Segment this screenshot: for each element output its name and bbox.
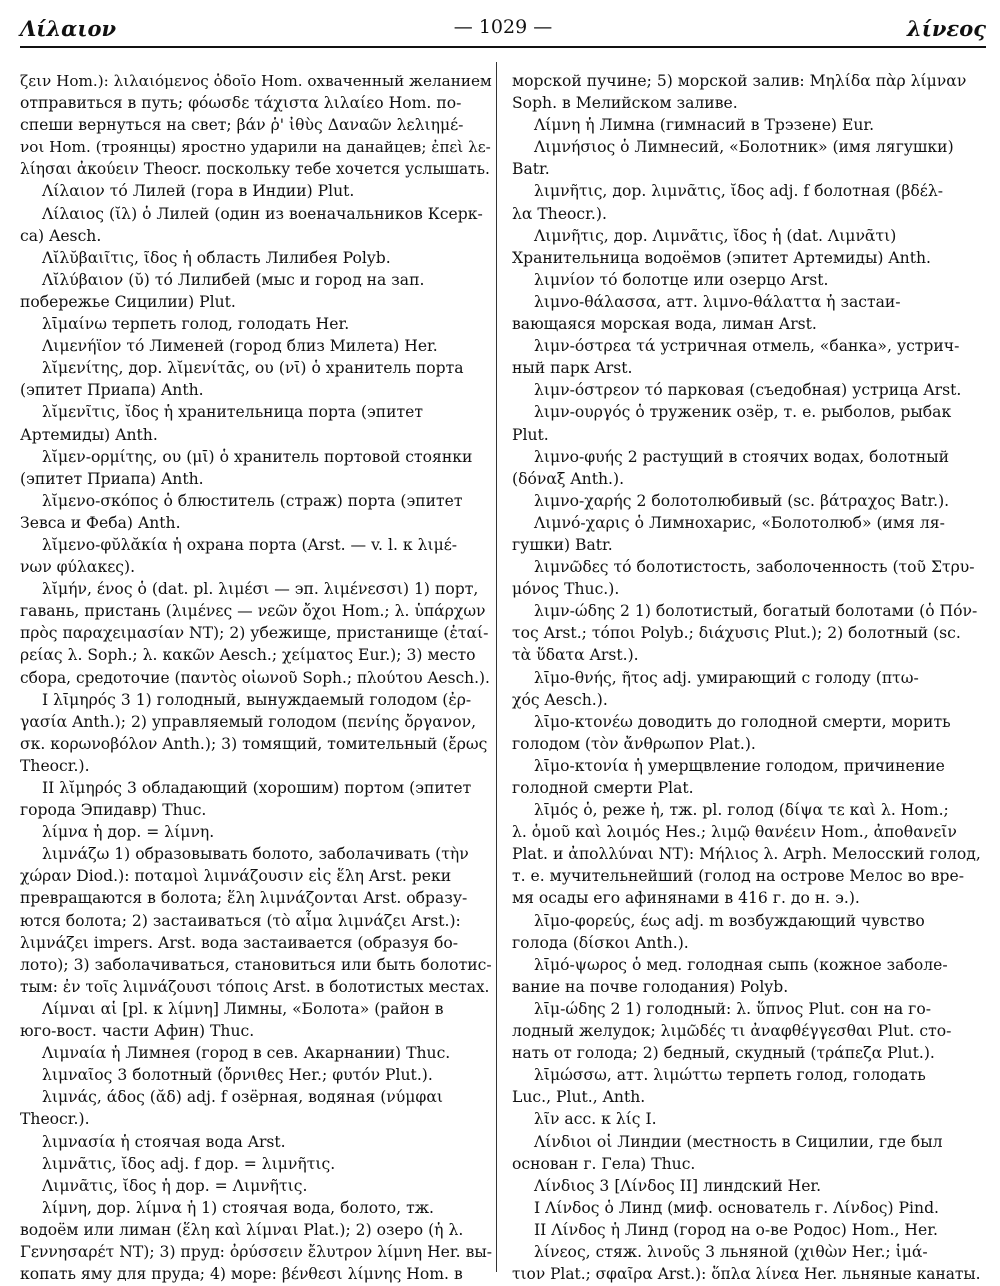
dictionary-line: Λιμενήϊον τό Лименей (город близ Милета) Her. (42, 337, 438, 356)
dictionary-line: са) Aesch. (20, 226, 102, 245)
dictionary-line: λῐμενο-φῠλᾰκία ἡ охрана порта (Arst. — v. l. к λιμέ- (42, 535, 458, 554)
dictionary-line: λιμναῖος 3 болотный (ὄρνιθες Her.; φυτόν Plut.). (42, 1066, 433, 1085)
dictionary-line: лодный желудок; λιμῶδές τι ἀναφθέγγεσθαι Plut. сто- (512, 1022, 952, 1041)
dictionary-line: Λίλαιος (ῐλ) ὁ Лилей (один из военачальников Ксерк- (42, 204, 483, 223)
dictionary-line: λιμνῶδες τό болотистость, заболоченность (τοῦ Στρυ- (534, 558, 975, 577)
right-column (512, 70, 986, 1285)
dictionary-line: II Λίνδος ἡ Линд (город на о-ве Родос) Hom., Her. (534, 1220, 938, 1239)
dictionary-line: города Эпидавр) Thuc. (20, 801, 207, 820)
dictionary-line: вающаяся морская вода, лиман Arst. (512, 315, 817, 334)
dictionary-line: Γεννησαρέτ NT); 3) пруд: ὀρύσσειν ἔλυτρον λίμνη Her. вы- (20, 1242, 493, 1261)
dictionary-line: λῑμο-φορεύς, έως adj. m возбуждающий чувство (534, 911, 925, 930)
dictionary-line: λῐμενίτης, дор. λῐμενίτᾱς, ου (νῑ) ὁ хранитель порта (42, 359, 464, 378)
dictionary-line: λιμνάζει impers. Arst. вода застаивается (образуя бо- (20, 933, 458, 952)
dictionary-line: Λιμνῆτις, дор. Λιμνᾶτις, ῐδος ἡ (dat. Λιμνᾶτι) (534, 226, 897, 245)
dictionary-line: λιμνῆτις, дор. λιμνᾶτις, ῐδος adj. f болотная (βδέλ- (534, 182, 943, 201)
dictionary-line: λῑμο-θνής, ῆτος adj. умирающий с голоду (πτω- (534, 668, 919, 687)
dictionary-line: голодом (τὸν ἄνθρωπον Plat.). (512, 734, 756, 753)
dictionary-line: Plut. (512, 425, 549, 444)
dictionary-line: λῑμο-κτονία ἡ умерщвление голодом, причинение (534, 756, 945, 775)
dictionary-line: спеши вернуться на свет; βάν ῥ' ἰθὺς Δαναῶν λελιημέ- (20, 116, 464, 135)
dictionary-line: τιον Plat.; σφαῖρα Arst.): ὅπλα λίνεα Her. льняные канаты. (512, 1265, 981, 1284)
dictionary-line: Λῐλύβαιον (ῠ) τό Лилибей (мыс и город на зап. (42, 270, 425, 289)
dictionary-line: λιμνάς, άδος (ᾰδ) adj. f озёрная, водяная (νύμφαι (42, 1088, 443, 1107)
dictionary-line: отправиться в путь; φόωσδε τάχιστα λιλαίεο Hom. по- (20, 94, 462, 113)
header-rule (20, 46, 986, 48)
dictionary-line: λίμνα ἡ дор. = λίμνη. (42, 823, 215, 842)
dictionary-line: πρὸς παραχειμασίαν NT); 2) убежище, пристанище (ἑταί- (20, 624, 489, 643)
dictionary-line: Plat. и ἀπολλύναι NT): Μήλιος λ. Arph. Мелосский голод, (512, 845, 981, 864)
dictionary-line: II λῐμηρός 3 обладающий (хорошим) портом (эпитет (42, 779, 472, 797)
dictionary-line: λιμνο-φυής 2 растущий в стоячих водах, болотный (534, 447, 950, 466)
dictionary-line: Λιμναία ἡ Лимнея (город в сев. Акарнании) Thuc. (42, 1044, 451, 1063)
dictionary-line: лото); 3) заболачиваться, становиться или быть болотис- (20, 955, 492, 974)
dictionary-line: λιμνο-θάλασσα, атт. λιμνο-θάλαττα ἡ застаи- (534, 292, 901, 311)
dictionary-line: Λιμνήσιος ὁ Лимнесий, «Болотник» (имя лягушки) (534, 138, 954, 157)
dictionary-line: λῐμενῖτις, ῐδος ἡ хранительница порта (эпитет (42, 403, 423, 422)
dictionary-line: νων φύλακες). (20, 558, 136, 577)
dictionary-line: сбора, средоточие (παντὸς οἰωνοῦ Soph.; πλούτου Aesch.). (20, 668, 490, 687)
dictionary-line: голода (δίσκοι Anth.). (512, 933, 689, 952)
dictionary-line: χώραν Diod.): ποταμοὶ λιμνάζουσιν εἰς ἕλη Arst. реки (20, 867, 452, 886)
dictionary-line: λῖν acc. к λίς I. (534, 1110, 657, 1129)
dictionary-line: (эпитет Приапа) Anth. (20, 381, 204, 400)
dictionary-line: λῑμώσσω, атт. λιμώττω терпеть голод, голодать (534, 1066, 926, 1085)
dictionary-line: гушки) Batr. (512, 535, 613, 554)
dictionary-line: λῑμός ὁ, реже ἡ, тж. pl. голод (δίψα τε καὶ λ. Hom.; (534, 801, 949, 820)
dictionary-line: голодной смерти Plat. (512, 779, 694, 797)
dictionary-line: Λίνδιοι οἱ Линдии (местность в Сицилии, где был (534, 1132, 943, 1151)
dictionary-line: λῑμαίνω терпеть голод, голодать Her. (42, 315, 350, 334)
dictionary-line: λιμν-όστρεα τά устричная отмель, «банка», устрич- (534, 337, 960, 356)
dictionary-line: τος Arst.; τόποι Polyb.; διάχυσις Plut.); 2) болотный (sc. (512, 624, 961, 643)
dictionary-line: γασία Anth.); 2) управляемый голодом (πενίης ὄργανον, (20, 712, 477, 731)
dictionary-line: λιμνᾶτις, ῐδος adj. f дор. = λιμνῆτις. (42, 1154, 336, 1173)
dictionary-line: I λῑμηρός 3 1) голодный, вынуждаемый голодом (ἐρ- (42, 690, 472, 709)
dictionary-line: гавань, пристань (λιμένες — νεῶν ὄχοι Hom.; λ. ὑπάρχων (20, 602, 486, 621)
dictionary-line: основан г. Гела) Thuc. (512, 1154, 696, 1173)
dictionary-line: копать яму для пруда; 4) море: βένθεσι λίμνης Hom. в (20, 1265, 463, 1284)
dictionary-line: Λῐλῠβαιῖτις, ῖδος ἡ область Лилибея Polyb. (42, 248, 391, 267)
dictionary-line: превращаются в болота; ἕλη λιμνάζονται Arst. образу- (20, 889, 468, 908)
dictionary-line: λίμνη, дор. λίμνα ἡ 1) стоячая вода, болото, тж. (42, 1198, 435, 1217)
running-head-right: λίνεος (906, 16, 986, 41)
dictionary-line: μόνος Thuc.). (512, 580, 620, 599)
dictionary-line: ются болота; 2) застаиваться (τὸ αἷμα λιμνάζει Arst.): (20, 911, 461, 930)
dictionary-line: Theocr.). (20, 1110, 90, 1129)
page-number: — 1029 — (453, 16, 553, 38)
dictionary-line: λῑμο-κτονέω доводить до голодной смерти, морить (534, 712, 951, 731)
dictionary-line: λιμν-ουργός ὁ труженик озёр, т. е. рыболов, рыбак (534, 403, 952, 422)
dictionary-line: λῑμ-ώδης 2 1) голодный: λ. ὕπνος Plut. сон на го- (534, 999, 931, 1018)
dictionary-line: τὰ ὕδατα Arst.). (512, 646, 639, 665)
dictionary-line: (δόναξ Anth.). (512, 469, 625, 488)
dictionary-line: Λιμνό-χαρις ὁ Лимнохарис, «Болотолюб» (имя ля- (534, 513, 945, 532)
dictionary-line: λῐμεν-ορμίτης, ου (μῑ) ὁ хранитель портовой стоянки (42, 447, 473, 466)
dictionary-line: λιμνίον τό болотце или озерцо Arst. (534, 270, 829, 289)
dictionary-line: Λιμνᾶτις, ῐδος ἡ дор. = Λιμνῆτις. (42, 1176, 308, 1195)
dictionary-line: Batr. (512, 160, 550, 179)
dictionary-line: Артемиды) Anth. (20, 425, 158, 444)
dictionary-line: σκ. κορωνοβόλον Anth.); 3) томящий, томительный (ἔρως (20, 734, 488, 753)
dictionary-line: λίνεος, стяж. λινοῦς 3 льняной (χιθὼν Her.; ἱμά- (534, 1242, 928, 1261)
dictionary-line: побережье Сицилии) Plut. (20, 292, 236, 311)
dictionary-line: I Λίνδος ὁ Линд (миф. основатель г. Λίνδος) Pind. (534, 1198, 940, 1217)
dictionary-line: λῑμό-ψωρος ὁ мед. голодная сыпь (кожное заболе- (534, 955, 948, 974)
dictionary-line: λῐμήν, ένος ὁ (dat. pl. λιμέσι — эп. λιμένεσσι) 1) порт, (42, 580, 479, 599)
dictionary-line: Λίμνη ἡ Лимна (гимнасий в Трэзене) Eur. (534, 116, 875, 135)
dictionary-line: Λίμναι αἱ [pl. к λίμνη] Лимны, «Болота» (район в (42, 999, 444, 1018)
dictionary-line: юго-вост. части Афин) Thuc. (20, 1022, 255, 1041)
dictionary-line: νοι Hom. (троянцы) яростно ударили на данайцев; ἐπεὶ λε- (20, 138, 491, 157)
dictionary-line: Λίνδιος 3 [Λίνδος II] линдский Her. (534, 1176, 822, 1195)
dictionary-line: нать от голода; 2) бедный, скудный (τράπεζα Plut.). (512, 1044, 935, 1063)
dictionary-line: ζειν Hom.): λιλαιόμενος ὁδοῖο Hom. охваченный желанием (20, 72, 492, 90)
running-head-left: Λίλαιον (20, 16, 117, 41)
dictionary-line: Luc., Plut., Anth. (512, 1088, 646, 1107)
dictionary-line: Theocr.). (20, 756, 90, 775)
dictionary-line: Зевса и Феба) Anth. (20, 513, 181, 532)
left-column (20, 70, 494, 1285)
dictionary-line: тым: ἐν τοῖς λιμνάζουσι τόποις Arst. в болотистых местах. (20, 977, 490, 996)
dictionary-line: λιμνασία ἡ стоячая вода Arst. (42, 1132, 286, 1151)
dictionary-line: Soph. в Мелийском заливе. (512, 94, 738, 113)
dictionary-line: вание на почве голодания) Polyb. (512, 977, 789, 996)
dictionary-line: λιμνο-χαρής 2 болотолюбивый (sc. βάτραχος Batr.). (534, 491, 950, 510)
dictionary-line: λιμν-ώδης 2 1) болотистый, богатый болотами (ὁ Πόν- (534, 602, 978, 621)
dictionary-line: λιμν-όστρεον τό парковая (съедобная) устрица Arst. (534, 381, 962, 400)
dictionary-line: (эпитет Приапа) Anth. (20, 469, 204, 488)
dictionary-line: λίησαι ἀκούειν Theocr. поскольку тебе хочется услышать. (20, 160, 490, 179)
column-divider (496, 62, 497, 1272)
dictionary-line: Λίλαιον τό Лилей (гора в Индии) Plut. (42, 182, 355, 201)
dictionary-line: мя осады его афинянами в 416 г. до н. э.). (512, 889, 860, 908)
dictionary-line: λ. ὁμοῦ καὶ λοιμός Hes.; λιμῷ θανέειν Hom., ἀποθανεῖν (512, 823, 957, 842)
page-header (20, 10, 986, 46)
dictionary-line: λῐμενο-σκόπος ὁ блюститель (страж) порта (эпитет (42, 491, 463, 510)
dictionary-line: т. е. мучительнейший (голод на острове Мелос во вре- (512, 867, 964, 886)
dictionary-line: Хранительница водоёмов (эпитет Артемиды) Anth. (512, 248, 931, 267)
dictionary-line: ный парк Arst. (512, 359, 633, 378)
dictionary-line: χός Aesch.). (512, 690, 608, 709)
dictionary-line: λιμνάζω 1) образовывать болото, заболачивать (τὴν (42, 845, 469, 864)
dictionary-line: ρείας λ. Soph.; λ. κακῶν Aesch.; χείματος Eur.); 3) место (20, 646, 476, 665)
dictionary-line: водоём или лиман (ἕλη καὶ λίμναι Plat.); 2) озеро (ἡ λ. (20, 1220, 464, 1239)
dictionary-line: λα Theocr.). (512, 204, 607, 223)
dictionary-line: морской пучине; 5) морской залив: Μηλίδα πὰρ λίμναν (512, 72, 967, 90)
